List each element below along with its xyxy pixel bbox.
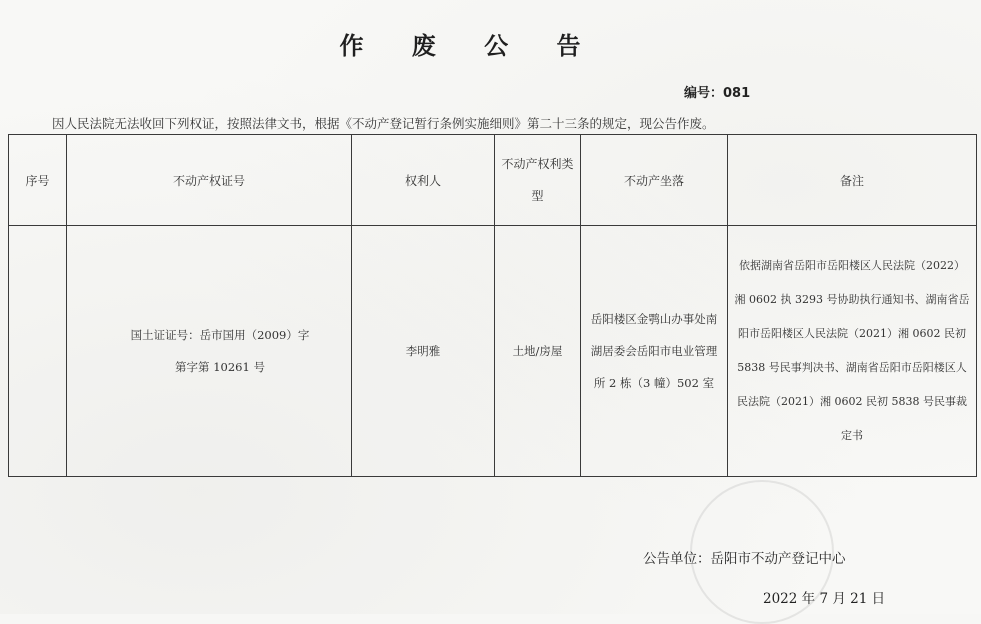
right-type-text: 土地/房屋 bbox=[512, 344, 563, 358]
cell-right-type bbox=[495, 226, 581, 477]
cell-holder: 李明雅 bbox=[352, 226, 495, 477]
remarks-text: 依据湖南省岳阳市岳阳楼区人民法院（2022）湘 0602 执 3293 号协助执行通知书、湖南省岳阳市岳阳楼区人民法院（2021）湘 0602 民初 5838 号民事判决书、湖南省岳阳市岳阳楼区人民法院（2021）湘 0602 民初 5838 号民事裁定书 bbox=[734, 259, 970, 442]
cell-cert-no bbox=[67, 226, 352, 477]
page-title: 作 废 公 告 bbox=[339, 32, 601, 60]
cell-seq bbox=[9, 226, 67, 477]
intro-paragraph: 因人民法院无法收回下列权证，按照法律文书，根据《不动产登记暂行条例实施细则》第二十三条的规定，现公告作废。 bbox=[52, 116, 715, 131]
location-text: 岳阳楼区金鹗山办事处南湖居委会岳阳市电业管理所 2 栋（3 幢）502 室 bbox=[590, 312, 718, 390]
issue-date: 2022 年 7 月 21 日 bbox=[763, 591, 886, 607]
issuing-unit: 公告单位：岳阳市不动产登记中心 bbox=[643, 551, 846, 567]
header-cert-no: 不动产权证号 bbox=[67, 135, 352, 226]
header-remarks: 备注 bbox=[728, 135, 977, 226]
document-number: 编号：081 bbox=[684, 86, 751, 101]
header-holder: 权利人 bbox=[352, 135, 495, 226]
cert-no-text: 国土证证号：岳市国用（2009）字第字第 10261 号 bbox=[130, 328, 310, 374]
table-row bbox=[9, 226, 977, 477]
table-header-row bbox=[9, 135, 977, 226]
void-certificates-table bbox=[8, 134, 977, 477]
cell-location bbox=[581, 226, 728, 477]
header-right-type-text: 不动产权利类型 bbox=[501, 157, 574, 203]
header-location: 不动产坐落 bbox=[581, 135, 728, 226]
header-right-type bbox=[495, 135, 581, 226]
header-seq: 序号 bbox=[9, 135, 67, 226]
cell-remarks bbox=[728, 226, 977, 477]
